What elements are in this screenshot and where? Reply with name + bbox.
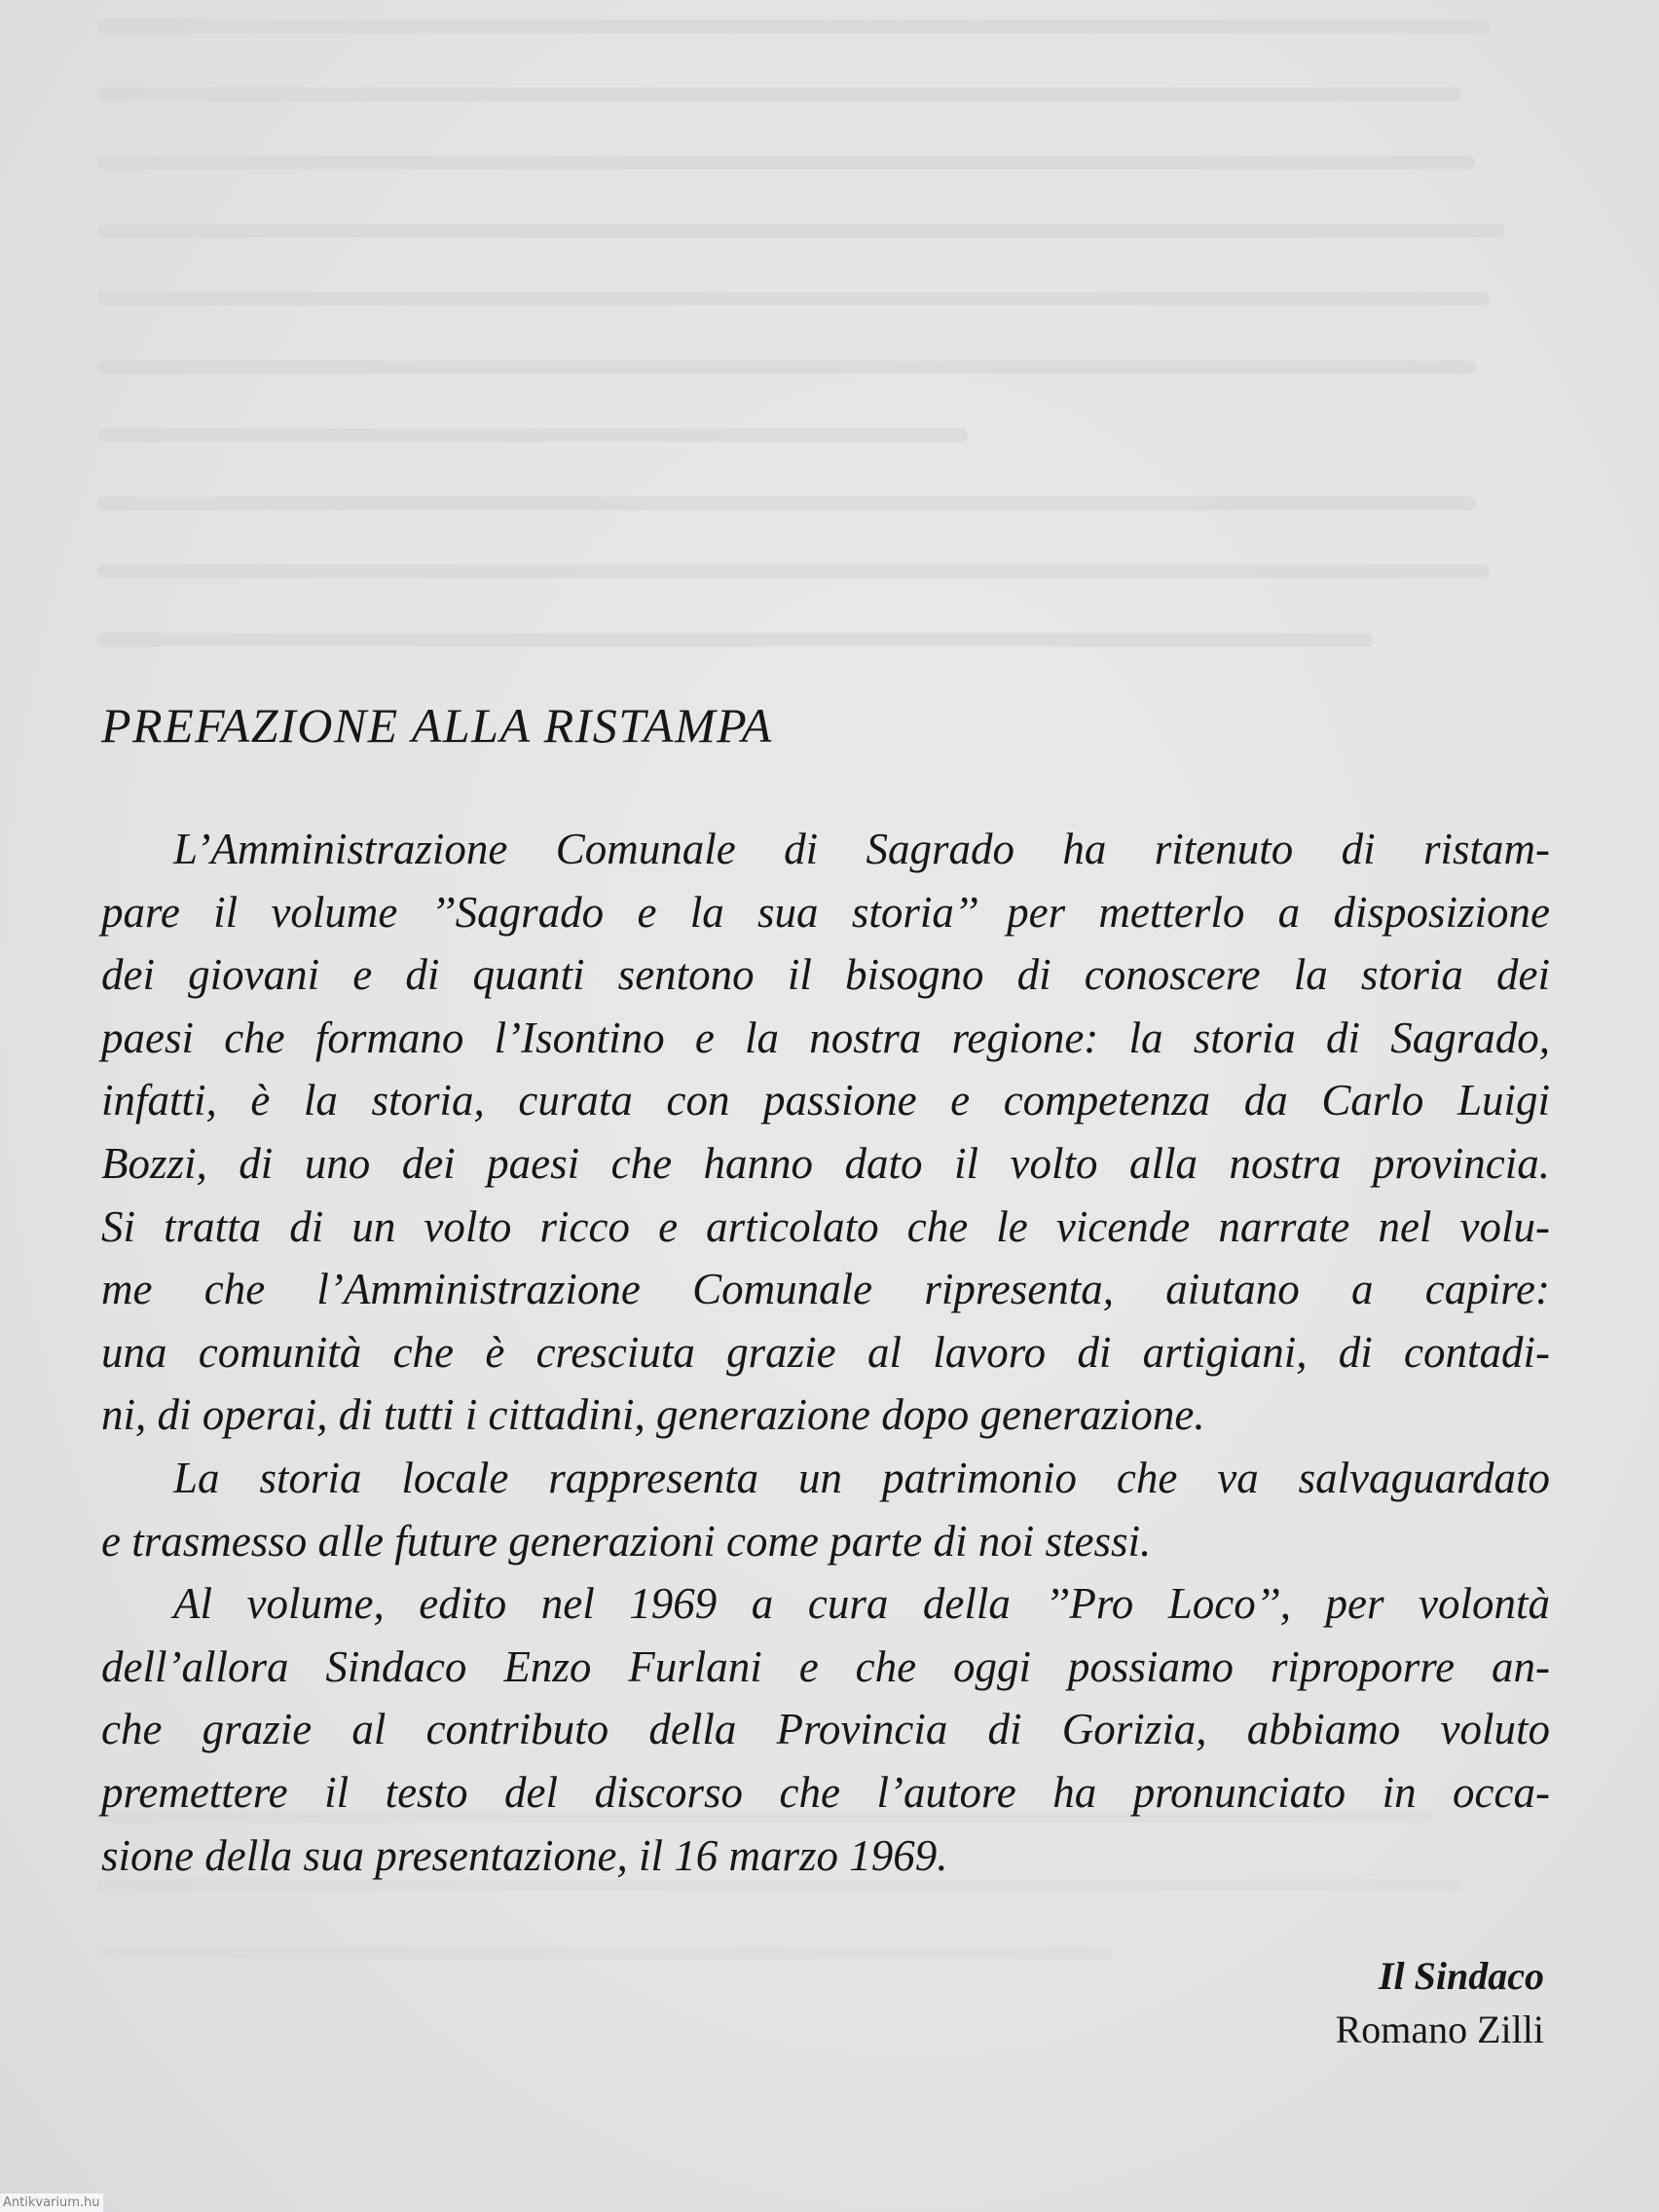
watermark: Antikvarium.hu <box>0 2194 103 2212</box>
text-line: paesi che formano l’Isontino e la nostra regione: la storia di Sagrado, <box>101 1013 1550 1062</box>
ghost-line <box>97 1947 1113 1959</box>
ghost-line <box>97 19 1490 33</box>
text-line: una comunità che è cresciuta grazie al lavoro di artigiani, di contadi- <box>101 1327 1550 1377</box>
ghost-line <box>97 224 1504 238</box>
text-line: Si tratta di un volto ricco e articolato che le vicende narrate nel volu- <box>101 1201 1550 1251</box>
text-line: L’Amministrazione Comunale di Sagrado ha ritenuto di ristam- <box>173 825 1550 873</box>
ghost-line <box>97 88 1461 101</box>
ghost-line <box>97 565 1490 578</box>
text-line: dell’allora Sindaco Enzo Furlani e che oggi possiamo riproporre an- <box>101 1641 1550 1691</box>
ghost-line <box>97 497 1476 510</box>
text-line: pare il volume ’’Sagrado e la sua storia’’ per metterlo a disposizione <box>101 887 1550 937</box>
text-line: Al volume, edito nel 1969 a cura della ’’Pro Loco’’, per volontà <box>173 1579 1550 1629</box>
show-through-text-upper <box>97 19 1548 701</box>
text-line: che grazie al contributo della Provincia di Gorizia, abbiamo voluto <box>101 1705 1550 1754</box>
text-line: e trasmesso alle future generazioni come parte di noi stessi. <box>101 1516 1152 1566</box>
text-line: dei giovani e di quanti sentono il bisogno di conoscere la storia dei <box>101 950 1550 1000</box>
text-line: ni, di operai, di tutti i cittadini, generazione dopo generazione. <box>101 1390 1205 1440</box>
signature-role: Il Sindaco <box>1378 1954 1544 1998</box>
text-line: me che l’Amministrazione Comunale ripresenta, aiutano a capire: <box>101 1265 1550 1314</box>
text-line: infatti, è la storia, curata con passione e competenza da Carlo Luigi <box>101 1076 1550 1125</box>
text-line: Bozzi, di uno dei paesi che hanno dato il volto alla nostra provincia. <box>101 1138 1550 1188</box>
preface-body <box>101 818 1550 1887</box>
ghost-line <box>97 360 1476 374</box>
page-title: PREFAZIONE ALLA RISTAMPA <box>101 698 773 753</box>
ghost-line <box>97 292 1490 306</box>
ghost-line <box>97 428 968 442</box>
text-line: La storia locale rappresenta un patrimonio che va salvaguardato <box>173 1453 1550 1502</box>
ghost-line <box>97 156 1476 169</box>
ghost-line <box>97 633 1374 646</box>
text-line: premettere il testo del discorso che l’autore ha pronunciato in occa- <box>101 1767 1550 1817</box>
text-line: sione della sua presentazione, il 16 marzo 1969. <box>101 1830 948 1880</box>
signature-name: Romano Zilli <box>1335 2008 1544 2051</box>
signature-block <box>1336 1949 1544 2056</box>
